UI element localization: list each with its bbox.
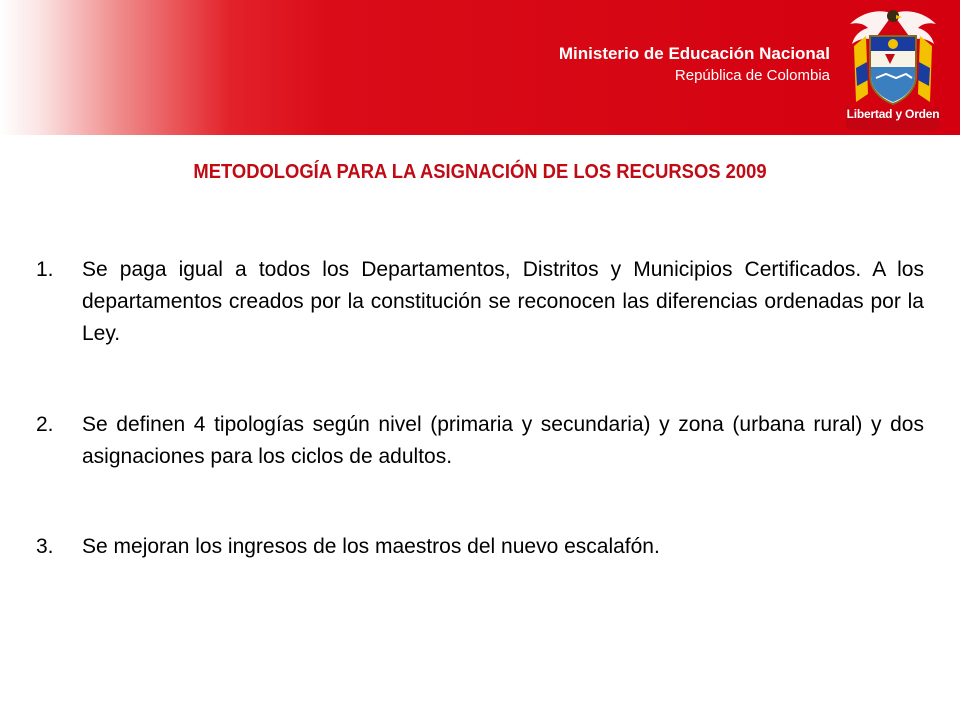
item-text: Se mejoran los ingresos de los maestros del nuevo escalafón. bbox=[82, 535, 660, 558]
list-item bbox=[36, 254, 924, 350]
list-item bbox=[36, 409, 924, 473]
item-number: 3. bbox=[36, 535, 54, 558]
list-item bbox=[36, 531, 924, 563]
item-number: 1. bbox=[36, 258, 54, 281]
ministry-block bbox=[559, 42, 830, 86]
item-number: 2. bbox=[36, 413, 54, 436]
page-title: METODOLOGÍA PARA LA ASIGNACIÓN DE LOS RECURSOS 2009 bbox=[193, 161, 767, 183]
item-text: Se definen 4 tipologías según nivel (primaria y secundaria) y zona (urbana rural) y dos asignaciones para los ciclos de adultos. bbox=[82, 413, 924, 468]
ministry-name: Ministerio de Educación Nacional bbox=[558, 44, 830, 63]
republic-name: República de Colombia bbox=[674, 67, 830, 84]
motto: Libertad y Orden bbox=[846, 107, 940, 121]
methodology-list bbox=[36, 254, 924, 563]
item-text: Se paga igual a todos los Departamentos, Distritos y Municipios Certificados. A los departamentos creados por la constitución se reconocen las diferencias ordenadas por la Ley. bbox=[82, 258, 924, 345]
